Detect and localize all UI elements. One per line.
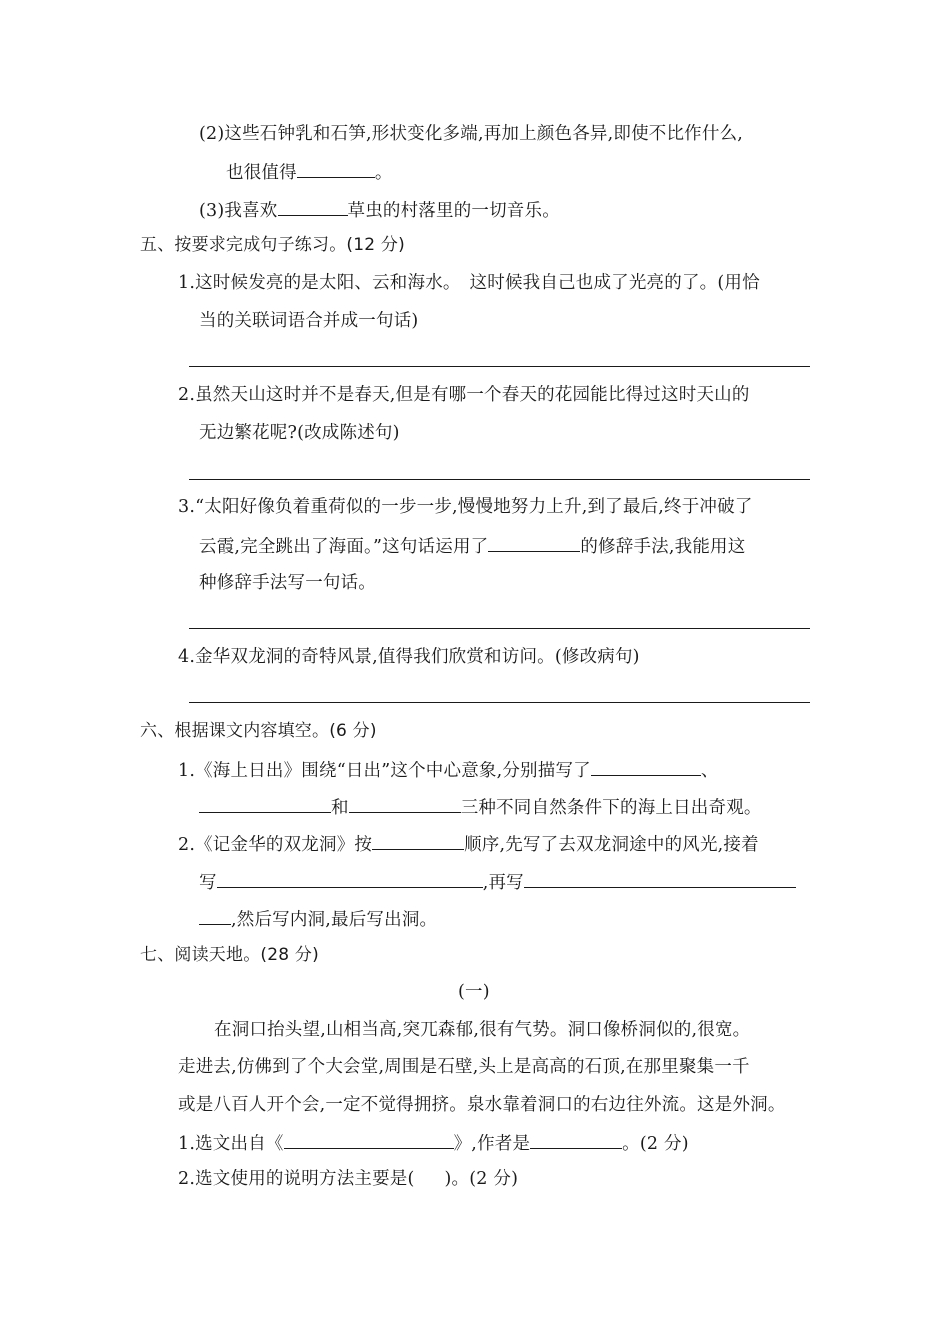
s5-q1-line1: 1.这时候发亮的是太阳、云和海水。 这时候我自己也成了光亮的了。(用恰 xyxy=(178,273,760,293)
blank[interactable] xyxy=(530,1130,622,1149)
blank[interactable] xyxy=(278,197,348,216)
answer-line[interactable] xyxy=(189,366,810,367)
s7-q2-line: 2.选文使用的说明方法主要是( )。(2 分) xyxy=(178,1169,519,1189)
answer-line[interactable] xyxy=(189,479,810,480)
blank[interactable] xyxy=(297,159,375,178)
s6-q1-line1: 1.《海上日出》围绕“日出”这个中心意象,分别描写了 、 xyxy=(178,757,719,783)
section-6-title: 六、根据课文内容填空。(6 分) xyxy=(140,721,377,741)
s7-q1-line: 1.选文出自《 》,作者是 。(2 分) xyxy=(178,1130,689,1156)
s5-q2-line2: 无边繁花呢?(改成陈述句) xyxy=(199,423,400,443)
s5-q3-line2: 云霞,完全跳出了海面。”这句话运用了 的修辞手法,我能用这 xyxy=(199,533,745,559)
s5-q4-line: 4.金华双龙洞的奇特风景,值得我们欣赏和访问。(修改病句) xyxy=(178,647,640,667)
s6-q2-line1: 2.《记金华的双龙洞》按 顺序,先写了去双龙洞途中的风光,接着 xyxy=(178,831,759,857)
blank[interactable] xyxy=(372,831,464,850)
s6-q2-line3: ,然后写内洞,最后写出洞。 xyxy=(199,906,437,932)
blank[interactable] xyxy=(524,869,796,888)
blank[interactable] xyxy=(591,757,701,776)
passage-line2: 走进去,仿佛到了个大会堂,周围是石壁,头上是高高的石顶,在那里聚集一千 xyxy=(178,1057,750,1077)
s5-q3-line1: 3.“太阳好像负着重荷似的一步一步,慢慢地努力上升,到了最后,终于冲破了 xyxy=(178,497,753,517)
passage-number: (一) xyxy=(458,982,490,1002)
s6-q1-line2: 和 三种不同自然条件下的海上日出奇观。 xyxy=(199,794,762,820)
s4-q2-line1: (2)这些石钟乳和石笋,形状变化多端,再加上颜色各异,即使不比作什么, xyxy=(199,124,744,144)
blank[interactable] xyxy=(199,794,331,813)
passage-line3: 或是八百人开个会,一定不觉得拥挤。泉水靠着洞口的右边往外流。这是外洞。 xyxy=(178,1095,786,1115)
s5-q1-line2: 当的关联词语合并成一句话) xyxy=(199,311,419,331)
s4-q3-line: (3)我喜欢 草虫的村落里的一切音乐。 xyxy=(199,197,560,223)
s5-q2-line1: 2.虽然天山这时并不是春天,但是有哪一个春天的花园能比得过这时天山的 xyxy=(178,385,750,405)
answer-line[interactable] xyxy=(189,702,810,703)
s6-q2-line2: 写 ,再写 xyxy=(199,869,796,895)
section-5-title: 五、按要求完成句子练习。(12 分) xyxy=(140,235,405,255)
blank[interactable] xyxy=(488,533,580,552)
passage-line1: 在洞口抬头望,山相当高,突兀森郁,很有气势。洞口像桥洞似的,很宽。 xyxy=(214,1020,751,1040)
s5-q3-line3: 种修辞手法写一句话。 xyxy=(199,573,376,593)
blank[interactable] xyxy=(349,794,461,813)
blank[interactable] xyxy=(217,869,483,888)
blank[interactable] xyxy=(284,1130,454,1149)
section-7-title: 七、阅读天地。(28 分) xyxy=(140,945,319,965)
s4-q2-line2: 也很值得 。 xyxy=(226,159,393,185)
answer-line[interactable] xyxy=(189,628,810,629)
blank[interactable] xyxy=(199,906,231,925)
